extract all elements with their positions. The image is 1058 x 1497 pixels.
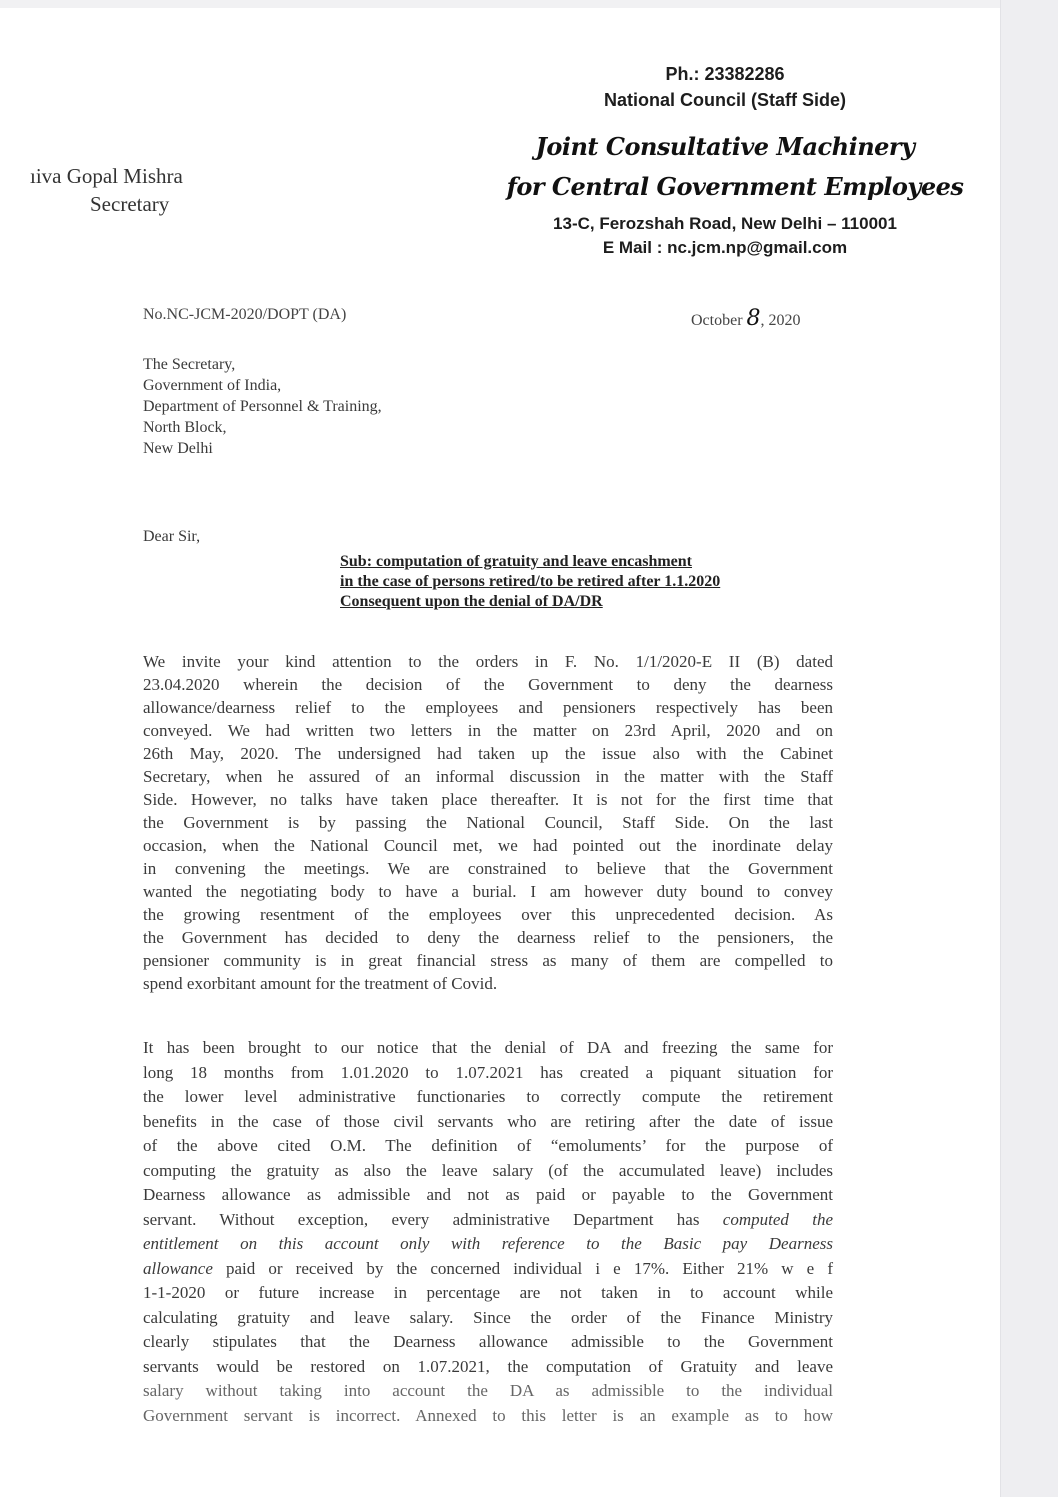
body-paragraph-2 (143, 1036, 833, 1428)
italic-text: computed the (722, 1209, 834, 1229)
paragraph-line (143, 788, 833, 811)
paragraph-line (143, 1061, 833, 1086)
paragraph-line (143, 1404, 833, 1429)
subject-line: Consequent upon the denial of DA/DR (340, 593, 603, 610)
text: conveyed. We had written two letters in the matter on 23rd April, 2020 and on (143, 721, 833, 740)
paragraph-line (143, 949, 833, 972)
text: salary without taking into account the DA as admissible to the individual (143, 1381, 833, 1400)
text: Secretary, when he assured of an informal discussion in the matter with the Staff (143, 767, 833, 786)
letterhead-phone: Ph.: 23382286 (665, 64, 785, 84)
paragraph-line (143, 1330, 833, 1355)
text: 23.04.2020 wherein the decision of the Government to deny the dearness (143, 675, 833, 694)
text: servants would be restored on 1.07.2021, the computation of Gratuity and leave (143, 1356, 833, 1376)
paragraph-line (143, 880, 833, 903)
letterhead-address: 13-C, Ferozshah Road, New Delhi – 110001 (553, 214, 897, 233)
letterhead-email: E Mail : nc.jcm.np@gmail.com (602, 238, 848, 257)
text: servant. Without exception, every administrative Department has (143, 1209, 723, 1229)
paragraph-line (143, 834, 833, 857)
text: the lower level administrative functionaries to correctly compute the retirement (143, 1087, 833, 1106)
paragraph-line (143, 650, 833, 673)
body-paragraph-1 (143, 650, 833, 995)
salutation: Dear Sir, (143, 528, 201, 545)
letterhead-script-line-2: for Central Government Employees (506, 172, 964, 201)
text: We invite your kind attention to the orders in F. No. 1/1/2020-E II (B) dated (143, 652, 833, 671)
text: in convening the meetings. We are constrained to believe that the Government (143, 859, 833, 878)
text: occasion, when the National Council met, we had pointed out the inordinate delay (143, 836, 833, 855)
paragraph-line (143, 1281, 833, 1306)
text: 1-1-2020 or future increase in percentage are not taken in to account while (143, 1283, 833, 1302)
paragraph-line (143, 1183, 833, 1208)
paragraph-line (143, 1306, 833, 1331)
paragraph-line (143, 1355, 833, 1380)
recipient-line: Government of India, (143, 377, 282, 394)
recipient-line: North Block, (143, 419, 227, 436)
viewer-side-panel (1000, 0, 1058, 1497)
paragraph-line (143, 1110, 833, 1135)
paragraph-line (143, 673, 833, 696)
text: the Government is by passing the National Council, Staff Side. On the last (143, 813, 833, 832)
text: calculating gratuity and leave salary. Since the order of the Finance Ministry (143, 1307, 833, 1327)
paragraph-line (143, 926, 833, 949)
text: paid or received by the concerned individual i e 17%. Either 21% w e f (212, 1258, 833, 1278)
text: It has been brought to our notice that the denial of DA and freezing the same for (143, 1038, 833, 1057)
text: long 18 months from 1.01.2020 to 1.07.2021 has created a piquant situation for (143, 1062, 833, 1082)
paragraph-line (143, 719, 833, 742)
recipient-line: Department of Personnel & Training, (143, 398, 382, 415)
paragraph-line (143, 903, 833, 926)
paragraph-line (143, 765, 833, 788)
subject-line: Sub: computation of gratuity and leave encashment (340, 553, 693, 570)
sender-name: ıiva Gopal Mishra (30, 164, 183, 188)
paragraph-line (143, 1379, 833, 1404)
text: pensioner community is in great financial stress as many of them are compelled to (143, 951, 833, 970)
text: spend exorbitant amount for the treatment of Covid. (143, 974, 498, 993)
paragraph-line (143, 811, 833, 834)
date-month: October (691, 312, 743, 329)
date-day: 8 (746, 306, 761, 331)
text: Government servant is incorrect. Annexed to this letter is an example as to how (143, 1405, 833, 1425)
text: of the above cited O.M. The definition of “emoluments’ for the purpose of (143, 1136, 833, 1155)
subject-line: in the case of persons retired/to be retired after 1.1.2020 (340, 573, 721, 590)
text: Side. However, no talks have taken place thereafter. It is not for the first time that (143, 790, 833, 809)
recipient-line: The Secretary, (143, 356, 236, 373)
italic-text: entitlement on this account only with reference to the Basic pay Dearness (143, 1234, 833, 1253)
text: Dearness allowance as admissible and not as paid or payable to the Government (143, 1185, 833, 1204)
date-year: , 2020 (760, 312, 801, 329)
paragraph-line (143, 742, 833, 765)
paragraph-line (143, 972, 833, 995)
text: clearly stipulates that the Dearness allowance admissible to the Government (143, 1332, 833, 1351)
text: the Government has decided to deny the dearness relief to the pensioners, the (143, 928, 833, 947)
letterhead-council: National Council (Staff Side) (603, 90, 846, 110)
paragraph-line (143, 1036, 833, 1061)
italic-text: allowance (143, 1258, 213, 1278)
text: computing the gratuity as also the leave salary (of the accumulated leave) includes (143, 1160, 833, 1180)
text: 26th May, 2020. The undersigned had taken up the issue also with the Cabinet (143, 744, 833, 763)
letter-date (691, 306, 801, 331)
text: wanted the negotiating body to have a burial. I am however duty bound to convey (143, 882, 833, 901)
text: allowance/dearness relief to the employees and pensioners respectively has been (143, 698, 833, 717)
text: benefits in the case of those civil servants who are retiring after the date of issue (143, 1111, 833, 1131)
paragraph-line (143, 857, 833, 880)
paragraph-line (143, 1134, 833, 1159)
paragraph-line (143, 1257, 833, 1282)
subject (340, 552, 720, 612)
paragraph-line (143, 1085, 833, 1110)
sender-title: Secretary (90, 192, 170, 216)
recipient-address (143, 354, 382, 459)
paragraph-line (143, 1208, 833, 1233)
letterhead-script-line-1: Joint Consultative Machinery (535, 132, 915, 161)
paragraph-line (143, 1232, 833, 1257)
text: the growing resentment of the employees over this unprecedented decision. As (143, 905, 833, 924)
reference-number: No.NC-JCM-2020/DOPT (DA) (143, 306, 347, 323)
paragraph-line (143, 1159, 833, 1184)
recipient-line: New Delhi (143, 440, 213, 457)
paragraph-line (143, 696, 833, 719)
